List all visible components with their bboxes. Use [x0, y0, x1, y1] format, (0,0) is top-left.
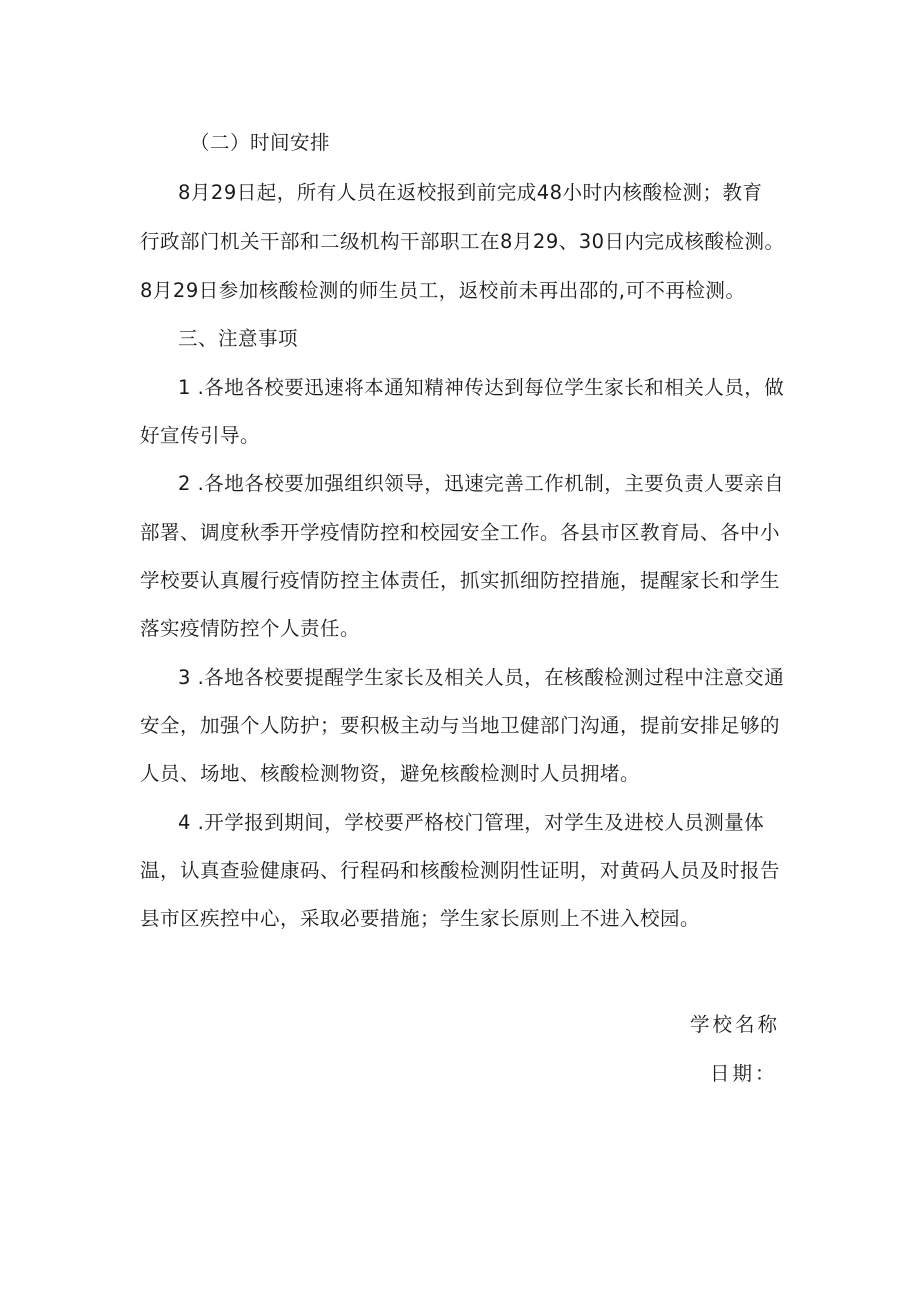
- item-3-line-3: 人员、场地、核酸检测物资，避免核酸检测时人员拥堵。: [140, 762, 641, 785]
- item-4-line-1: 4 .开学报到期间，学校要严格校门管理，对学生及进校人员测量体: [178, 811, 765, 834]
- item-2-line-1: 2 .各地各校要加强组织领导，迅速完善工作机制，主要负责人要亲自: [178, 472, 785, 495]
- signature-school-name: 学校名称: [690, 1013, 781, 1036]
- item-2-line-2: 部署、调度秋季开学疫情防控和校园安全工作。各县市区教育局、各中小: [140, 521, 781, 544]
- item-1-line-1: 1 .各地各校要迅速将本通知精神传达到每位学生家长和相关人员，做: [178, 376, 785, 399]
- section-three-heading: 三、注意事项: [178, 327, 299, 350]
- signature-date-label: 日期：: [710, 1062, 778, 1085]
- item-4-line-2: 温，认真查验健康码、行程码和核酸检测阴性证明，对黄码人员及时报告: [140, 859, 781, 882]
- section-two-heading: （二）时间安排: [190, 131, 331, 154]
- section-two-line-1: 8月29日起，所有人员在返校报到前完成48小时内核酸检测；教育: [178, 181, 763, 204]
- item-3-line-1: 3 .各地各校要提醒学生家长及相关人员，在核酸检测过程中注意交通: [178, 666, 785, 689]
- item-4-line-3: 县市区疾控中心，采取必要措施；学生家长原则上不进入校园。: [140, 907, 701, 930]
- section-two-line-2: 行政部门机关干部和二级机构干部职工在8月29、30日内完成核酸检测。: [140, 230, 785, 253]
- item-2-line-4: 落实疫情防控个人责任。: [140, 617, 361, 640]
- item-3-line-2: 安全，加强个人防护；要积极主动与当地卫健部门沟通，提前安排足够的: [140, 714, 781, 737]
- item-2-line-3: 学校要认真履行疫情防控主体责任，抓实抓细防控措施，提醒家长和学生: [140, 569, 781, 592]
- item-1-line-2: 好宣传引导。: [140, 424, 261, 447]
- section-two-line-3: 8月29日参加核酸检测的师生员工，返校前未再出邵的,可不再检测。: [140, 279, 746, 302]
